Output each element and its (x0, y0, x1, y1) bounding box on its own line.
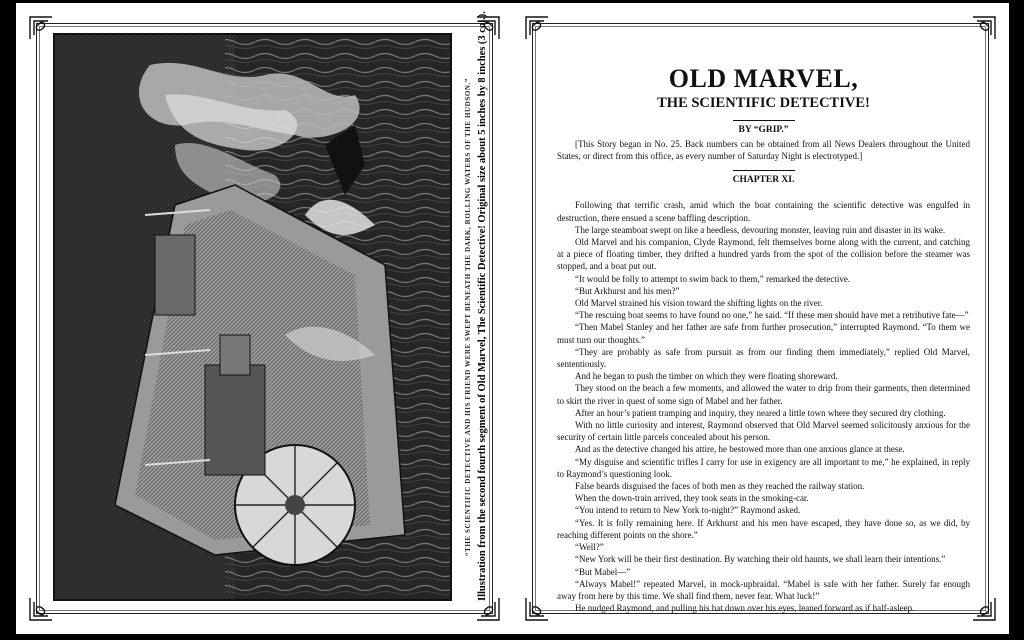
paragraph: And as the detective changed his attire, he bestowed more than one anxious glance at these. (575, 444, 905, 455)
paragraph: “The rescuing boat seems to have found no one,” he said. “If these men should have met a retributive fate—” (575, 310, 969, 321)
paragraph: “You intend to return to New York to-night?” Raymond asked. (575, 505, 801, 516)
caption-credit: Illustration from the second fourth segment of Old Marvel, The Scientific Detective! Original size about 5 inches by 8 inches (3 col.). (477, 11, 488, 601)
paragraph: Old Marvel and his companion, Clyde Raymond, felt themselves borne along with the current, and catching at a piece of floating timber, they drifted a hundred yards from the spot of the collision before the steamer was stopped, and a boat put out. (557, 237, 970, 272)
paragraph: “Then Mabel Stanley and her father are safe from further prosecution,” interrupted Raymond. “To them we must turn our thoughts.” (557, 322, 970, 345)
divider (733, 170, 795, 171)
story-article (557, 65, 970, 614)
paragraph: “But Mabel—” (575, 566, 631, 577)
paragraph: “It would be folly to attempt to swim back to them,” remarked the detective. (575, 273, 851, 284)
corner-ornament-icon (524, 596, 550, 622)
story-subtitle: THE SCIENTIFIC DETECTIVE! (657, 95, 870, 111)
paragraph: “New York will be their first destination. By watching their old haunts, we shall learn their intentions.” (575, 554, 946, 565)
story-title: OLD MARVEL, (668, 64, 859, 93)
steamboat-scene (55, 35, 450, 599)
paragraph: He nudged Raymond, and pulling his hat down over his eyes, leaned forward as if half-asleep. (575, 603, 915, 614)
chapter-heading: CHAPTER XI. (732, 175, 795, 186)
paragraph: When the down-train arrived, they took seats in the smoking-car. (575, 493, 809, 504)
paragraph: With no little curiosity and interest, Raymond observed that Old Marvel seemed solicitously anxious for the security of certain little parcels concealed about his person. (557, 420, 970, 443)
corner-ornament-icon (971, 15, 997, 41)
paragraph: Old Marvel strained his vision toward the shifting lights on the river. (575, 298, 823, 309)
corner-ornament-icon (28, 15, 54, 41)
paragraph: After an hour’s patient tramping and inquiry, they neared a little town where they secured dry clothing. (575, 407, 946, 418)
left-page (16, 3, 513, 634)
paragraph: “Well?” (575, 542, 604, 553)
corner-ornament-icon (971, 596, 997, 622)
right-page (512, 3, 1009, 634)
paragraph: “Yes. It is folly remaining here. If Arkhurst and his men have escaped, they have done so, as we did, by reaching different points on the shore.” (557, 517, 970, 540)
paragraph: They stood on the beach a few moments, and allowed the water to drip from their garments, then determined to skirt the river in quest of some sign of Mabel and her father. (557, 383, 970, 406)
byline: BY “GRIP.” (738, 125, 789, 135)
paragraph: And he began to push the timber on which they were floating shoreward. (575, 371, 838, 382)
paragraph: “But Arkhurst and his men?” (575, 285, 680, 296)
editor-note: [This Story began in No. 25. Back numbers can be obtained from all News Dealers throughout the United States, or direct from this office, as every number of Saturday Night is electrotyped.] (557, 139, 970, 162)
paragraph: “My disguise and scientific trifles I carry for use in exigency are all important to me,” he explained, in reply to Raymond’s questioning look. (557, 456, 970, 479)
corner-ornament-icon (524, 15, 550, 41)
caption-quote: “THE SCIENTIFIC DETECTIVE AND HIS FRIEND WERE SWEPT BENEATH THE DARK, ROLLING WATERS OF THE HUDSON.” (464, 78, 472, 556)
paragraph: Following that terrific crash, amid which the boat containing the scientific detective was engulfed in destruction, there ensued a scene baffling description. (557, 200, 970, 223)
divider (733, 120, 795, 121)
paragraph: “They are probably as safe from pursuit as from our finding them immediately,” replied Old Marvel, sententiously. (557, 346, 970, 370)
illustration-caption (457, 11, 495, 601)
paragraph: False beards disguised the faces of both men as they reached the railway station. (575, 481, 865, 492)
steamboat-engraving-illustration (53, 33, 452, 601)
corner-ornament-icon (28, 596, 54, 622)
story-body (557, 199, 970, 614)
paragraph: The large steamboat swept on like a heedless, devouring monster, leaving ruin and disaster in its wake. (575, 224, 946, 235)
paragraph: “Always Mabel!” repeated Marvel, in mock-upbraidal. “Mabel is safe with her father. Surely far enough away from here by this time. We shall find them, never fear. What luck!” (557, 578, 970, 601)
